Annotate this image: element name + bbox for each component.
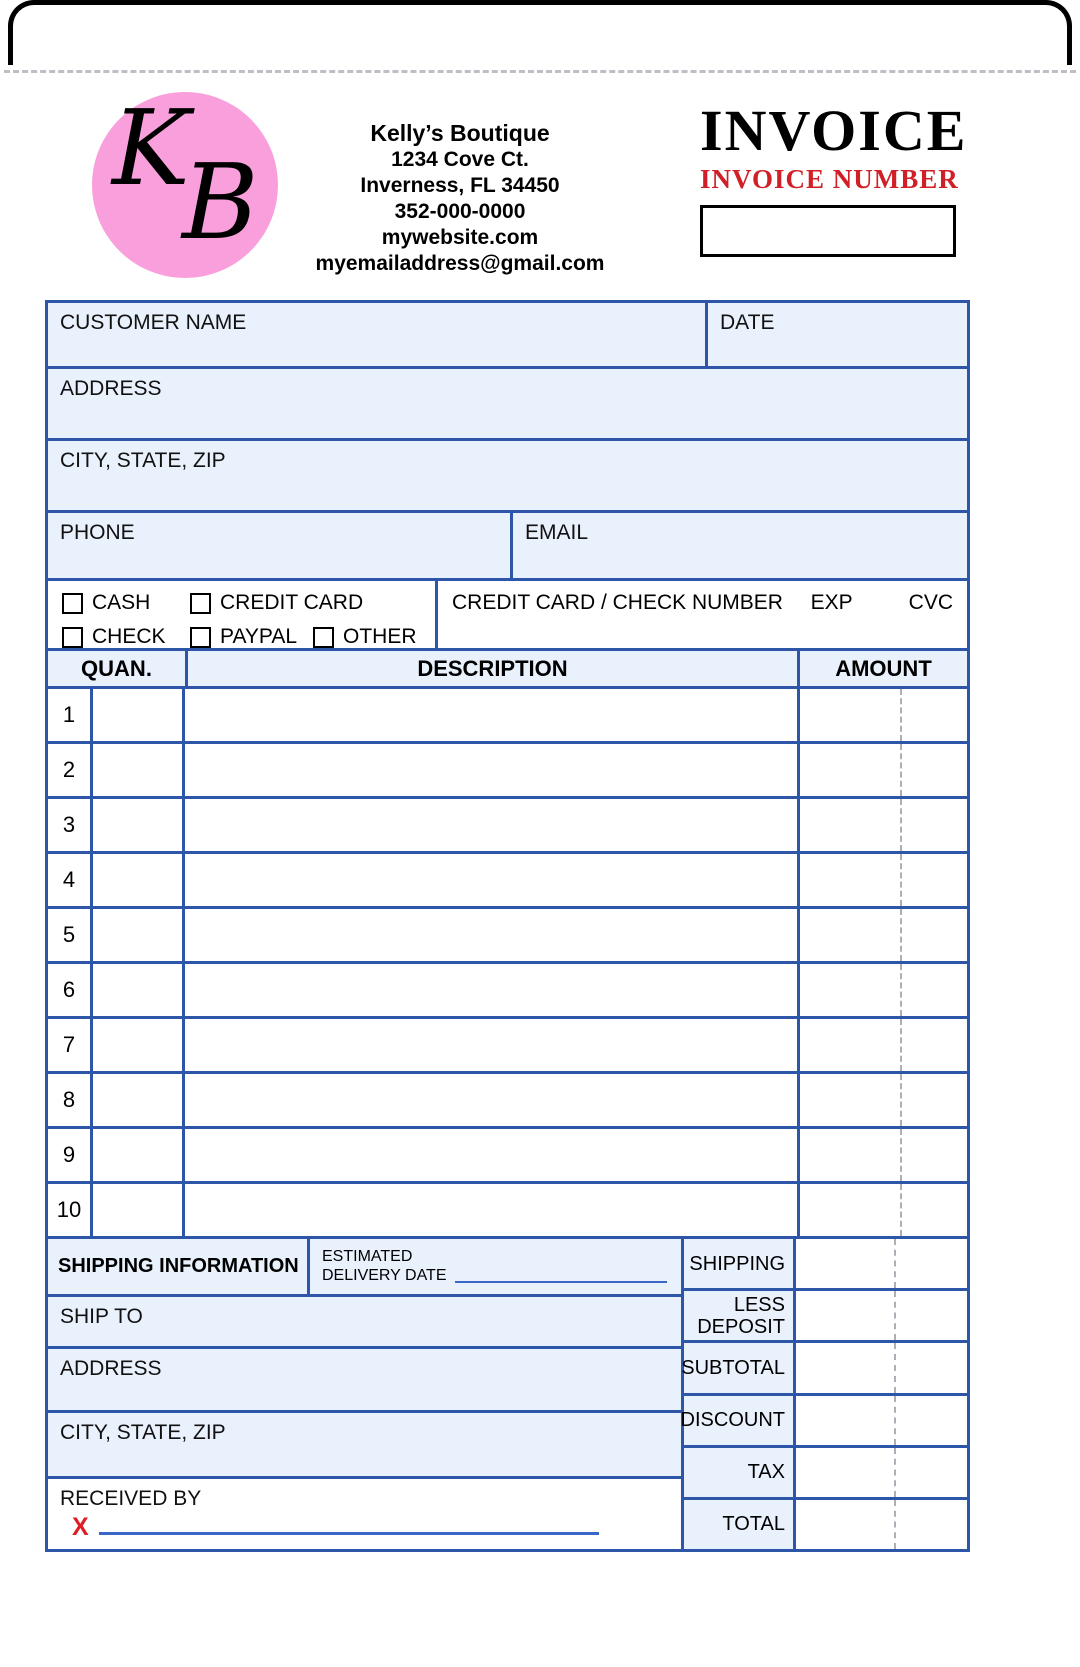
item-description-cell[interactable] xyxy=(185,964,800,1016)
item-row-7 xyxy=(48,1019,967,1074)
invoice-form xyxy=(45,300,970,1552)
item-row-number: 6 xyxy=(48,964,93,1016)
total-row-subtotal xyxy=(681,1343,967,1395)
email-field[interactable] xyxy=(513,513,967,578)
bottom-section xyxy=(48,1239,967,1549)
paypal-label: PAYPAL xyxy=(220,625,298,648)
items-header-quan: QUAN. xyxy=(48,651,188,686)
invoice-title: INVOICE xyxy=(700,98,968,163)
items-header-description: DESCRIPTION xyxy=(188,651,800,686)
item-row-number: 5 xyxy=(48,909,93,961)
exp-label: EXP xyxy=(810,591,853,614)
item-amount-cell[interactable] xyxy=(800,1184,967,1236)
logo-initial-k: K xyxy=(112,87,190,209)
item-amount-cell[interactable] xyxy=(800,1019,967,1071)
signature-x-mark: X xyxy=(72,1513,89,1541)
received-by-label: RECEIVED BY xyxy=(60,1487,202,1510)
perforation-line xyxy=(4,70,1076,73)
item-row-4 xyxy=(48,854,967,909)
less-deposit-cell[interactable] xyxy=(796,1291,967,1340)
item-amount-cell[interactable] xyxy=(800,689,967,741)
address-field[interactable] xyxy=(48,369,967,438)
item-row-number: 1 xyxy=(48,689,93,741)
item-row-10 xyxy=(48,1184,967,1239)
business-name: Kelly’s Boutique xyxy=(370,120,550,146)
item-row-number: 9 xyxy=(48,1129,93,1181)
city-state-zip-field[interactable] xyxy=(48,441,967,510)
shipping-info-title: SHIPPING INFORMATION xyxy=(48,1239,310,1294)
item-quantity-cell[interactable] xyxy=(93,1184,185,1236)
item-amount-cell[interactable] xyxy=(800,799,967,851)
credit-card-checkbox[interactable] xyxy=(190,593,211,614)
customer-name-field[interactable] xyxy=(48,303,708,366)
item-quantity-cell[interactable] xyxy=(93,854,185,906)
total-row-total xyxy=(684,1500,967,1549)
item-quantity-cell[interactable] xyxy=(93,964,185,1016)
date-field[interactable] xyxy=(708,303,967,366)
city-state-zip-label: CITY, STATE, ZIP xyxy=(60,449,226,472)
discount-label: DISCOUNT xyxy=(684,1396,796,1445)
subtotal-label: SUBTOTAL xyxy=(684,1343,796,1392)
payment-option-cash xyxy=(62,591,190,615)
item-row-2 xyxy=(48,744,967,799)
signature-line[interactable] xyxy=(99,1532,599,1535)
discount-cell[interactable] xyxy=(796,1396,967,1445)
shipping-section xyxy=(48,1239,684,1549)
item-description-cell[interactable] xyxy=(185,1074,800,1126)
total-row-shipping xyxy=(684,1239,967,1291)
estimated-label-line1: ESTIMATED xyxy=(322,1248,413,1265)
business-address-line2: Inverness, FL 34450 xyxy=(360,174,560,197)
estimated-date-line[interactable] xyxy=(455,1266,668,1283)
other-label: OTHER xyxy=(343,625,417,648)
cents-divider xyxy=(894,1396,896,1445)
cents-divider xyxy=(900,909,902,961)
item-amount-cell[interactable] xyxy=(800,744,967,796)
cents-divider xyxy=(900,854,902,906)
cents-divider xyxy=(900,1019,902,1071)
total-row-less-deposit xyxy=(684,1291,967,1343)
city-row xyxy=(48,441,967,513)
payment-options-line2 xyxy=(62,625,435,649)
item-description-cell[interactable] xyxy=(185,799,800,851)
ship-city-label: CITY, STATE, ZIP xyxy=(60,1421,226,1444)
cents-divider xyxy=(900,1074,902,1126)
payment-option-other xyxy=(313,625,417,649)
total-row-tax xyxy=(684,1448,967,1500)
business-email: myemailaddress@gmail.com xyxy=(315,252,605,275)
shipping-header-row xyxy=(48,1239,681,1297)
item-row-number: 4 xyxy=(48,854,93,906)
tax-cell[interactable] xyxy=(796,1448,967,1497)
item-amount-cell[interactable] xyxy=(800,854,967,906)
payment-option-credit-card xyxy=(190,591,363,615)
item-amount-cell[interactable] xyxy=(800,1074,967,1126)
item-row-9 xyxy=(48,1129,967,1184)
cents-divider xyxy=(900,799,902,851)
item-row-3 xyxy=(48,799,967,854)
invoice-header xyxy=(700,98,980,257)
cash-label: CASH xyxy=(92,591,151,614)
card-number-field[interactable] xyxy=(438,581,967,648)
address-label: ADDRESS xyxy=(60,377,162,400)
received-by-field[interactable] xyxy=(48,1479,681,1549)
other-checkbox[interactable] xyxy=(313,627,334,648)
item-amount-cell[interactable] xyxy=(800,1129,967,1181)
payment-option-paypal xyxy=(190,625,313,649)
subtotal-cell[interactable] xyxy=(796,1343,967,1392)
ship-to-field[interactable] xyxy=(48,1297,681,1349)
item-row-6 xyxy=(48,964,967,1019)
item-row-number: 10 xyxy=(48,1184,93,1236)
payment-option-check xyxy=(62,625,190,649)
item-row-number: 3 xyxy=(48,799,93,851)
ship-address-field[interactable] xyxy=(48,1349,681,1413)
item-description-cell[interactable] xyxy=(185,1019,800,1071)
total-label: TOTAL xyxy=(684,1500,796,1549)
item-amount-cell[interactable] xyxy=(800,909,967,961)
cents-divider xyxy=(900,1184,902,1236)
brand-logo xyxy=(92,87,278,278)
payment-options xyxy=(48,581,438,648)
phone-label: PHONE xyxy=(60,521,135,544)
ship-to-label: SHIP TO xyxy=(60,1305,143,1328)
item-quantity-cell[interactable] xyxy=(93,689,185,741)
ship-address-label: ADDRESS xyxy=(60,1357,162,1380)
item-description-cell[interactable] xyxy=(185,854,800,906)
total-row-discount xyxy=(680,1396,967,1448)
address-row xyxy=(48,369,967,441)
estimated-delivery-field[interactable] xyxy=(310,1239,681,1294)
item-description-cell[interactable] xyxy=(185,1129,800,1181)
item-quantity-cell[interactable] xyxy=(93,799,185,851)
tax-label: TAX xyxy=(684,1448,796,1497)
date-label: DATE xyxy=(720,311,775,334)
item-quantity-cell[interactable] xyxy=(93,1129,185,1181)
business-website: mywebsite.com xyxy=(381,226,539,249)
logo-initial-b: B xyxy=(182,141,259,263)
item-quantity-cell[interactable] xyxy=(93,1074,185,1126)
item-row-1 xyxy=(48,689,967,744)
card-number-label: CREDIT CARD / CHECK NUMBER xyxy=(452,591,783,614)
invoice-number-box[interactable] xyxy=(700,205,956,257)
payment-method-row xyxy=(48,581,967,651)
item-amount-cell[interactable] xyxy=(800,964,967,1016)
business-phone: 352-000-0000 xyxy=(394,200,526,223)
cents-divider xyxy=(894,1291,896,1340)
check-label: CHECK xyxy=(92,625,166,648)
item-description-cell[interactable] xyxy=(185,1184,800,1236)
total-cell[interactable] xyxy=(796,1500,967,1549)
cents-divider xyxy=(894,1500,896,1549)
cents-divider xyxy=(900,1129,902,1181)
cents-divider xyxy=(894,1448,896,1497)
item-description-cell[interactable] xyxy=(185,689,800,741)
phone-field[interactable] xyxy=(48,513,513,578)
shipping-total-cell[interactable] xyxy=(796,1239,967,1288)
ship-city-field[interactable] xyxy=(48,1413,681,1479)
item-row-number: 2 xyxy=(48,744,93,796)
cents-divider xyxy=(900,964,902,1016)
cvc-label: CVC xyxy=(908,591,953,614)
estimated-label-line2: DELIVERY DATE xyxy=(322,1267,447,1284)
payment-options-line1 xyxy=(62,591,435,615)
less-deposit-label: LESS DEPOSIT xyxy=(684,1291,796,1340)
cents-divider xyxy=(900,689,902,741)
item-quantity-cell[interactable] xyxy=(93,909,185,961)
check-checkbox[interactable] xyxy=(62,627,83,648)
cents-divider xyxy=(900,744,902,796)
cents-divider xyxy=(894,1239,896,1288)
page-top-border xyxy=(8,0,1072,65)
paypal-checkbox[interactable] xyxy=(190,627,211,648)
item-row-number: 8 xyxy=(48,1074,93,1126)
cash-checkbox[interactable] xyxy=(62,593,83,614)
items-header-amount: AMOUNT xyxy=(835,655,932,681)
business-address-line1: 1234 Cove Ct. xyxy=(391,148,529,171)
totals-section xyxy=(680,1239,967,1549)
item-row-number: 7 xyxy=(48,1019,93,1071)
customer-name-label: CUSTOMER NAME xyxy=(60,311,247,334)
credit-card-label: CREDIT CARD xyxy=(220,591,364,614)
item-description-cell[interactable] xyxy=(185,744,800,796)
item-row-8 xyxy=(48,1074,967,1129)
email-label: EMAIL xyxy=(525,521,589,544)
item-quantity-cell[interactable] xyxy=(93,1019,185,1071)
shipping-total-label: SHIPPING xyxy=(684,1239,796,1288)
customer-name-row xyxy=(48,303,967,369)
item-row-5 xyxy=(48,909,967,964)
phone-email-row xyxy=(48,513,967,581)
business-info xyxy=(280,120,640,277)
item-quantity-cell[interactable] xyxy=(93,744,185,796)
invoice-number-label: INVOICE NUMBER xyxy=(700,164,959,194)
cents-divider xyxy=(894,1343,896,1392)
items-header-row xyxy=(48,651,967,689)
item-description-cell[interactable] xyxy=(185,909,800,961)
